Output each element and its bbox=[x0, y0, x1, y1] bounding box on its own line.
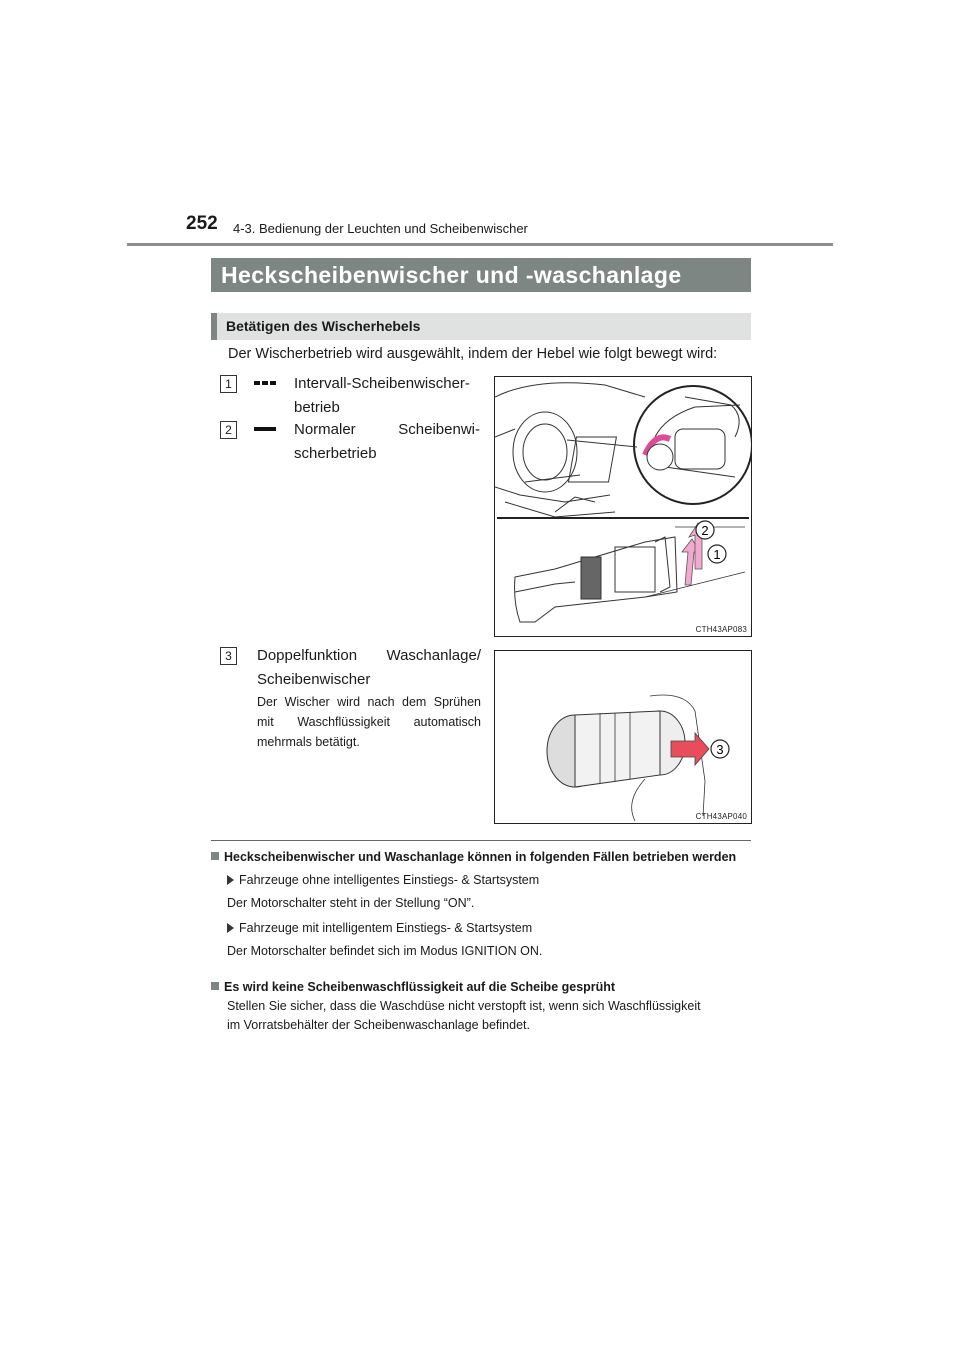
item-1-text bbox=[294, 372, 480, 420]
item-2-line2: scherbetrieb bbox=[294, 445, 377, 462]
item-number-3: 3 bbox=[220, 647, 237, 665]
page-title: Heckscheibenwischer und -waschanlage bbox=[211, 258, 751, 292]
intermittent-indicator-icon bbox=[254, 381, 276, 385]
note-1 bbox=[211, 848, 751, 961]
note-1-line-3-text: Fahrzeuge mit intelligentem Einstiegs- & Startsystem bbox=[239, 921, 533, 935]
figure-washer-lever bbox=[494, 650, 752, 824]
section-heading: Betätigen des Wischerhebels bbox=[211, 313, 751, 340]
note-1-heading-text: Heckscheibenwischer und Waschanlage können in folgenden Fällen betrieben werden bbox=[224, 850, 737, 864]
item-number-2: 2 bbox=[220, 421, 237, 439]
note-1-line-1-text: Fahrzeuge ohne intelligentes Einstiegs- & Startsystem bbox=[239, 873, 540, 887]
wiper-lever-illustration bbox=[495, 377, 751, 636]
item-3-line1: Doppelfunktion Waschanlage/ bbox=[257, 647, 481, 664]
item-3-line2: Scheibenwischer bbox=[257, 671, 371, 688]
item-2-line1: Normaler Scheibenwi- bbox=[294, 421, 480, 438]
chapter-title: 4-3. Bedienung der Leuchten und Scheibenwischer bbox=[233, 221, 528, 236]
note-2-line-2: im Vorratsbehälter der Scheibenwaschanlage befindet. bbox=[227, 1018, 530, 1032]
arrow-bullet-icon bbox=[227, 923, 234, 933]
note-1-heading bbox=[211, 848, 751, 867]
note-1-line-4: Der Motorschalter befindet sich im Modus IGNITION ON. bbox=[227, 944, 543, 958]
page-number: 252 bbox=[186, 213, 218, 234]
item-1-line1: Intervall-Scheibenwischer- bbox=[294, 375, 470, 392]
figure-callout-3: 3 bbox=[716, 742, 724, 757]
item-3-sub-line2: mit Waschflüssigkeit automatisch bbox=[257, 715, 481, 729]
note-2-heading bbox=[211, 978, 751, 997]
note-2-line-1: Stellen Sie sicher, dass die Waschdüse nicht verstopft ist, wenn sich Waschflüssigkeit bbox=[227, 999, 701, 1013]
square-bullet-icon bbox=[211, 982, 219, 990]
item-3-text bbox=[257, 644, 481, 692]
arrow-bullet-icon bbox=[227, 875, 234, 885]
item-3-sub-line3: mehrmals betätigt. bbox=[257, 735, 360, 749]
note-2 bbox=[211, 978, 751, 1035]
intro-text: Der Wischerbetrieb wird ausgewählt, indem der Hebel wie folgt bewegt wird: bbox=[228, 346, 718, 362]
note-2-heading-text: Es wird keine Scheibenwaschflüssigkeit auf die Scheibe gesprüht bbox=[224, 980, 616, 994]
item-number-1: 1 bbox=[220, 375, 237, 393]
note-1-line-3 bbox=[227, 919, 751, 938]
notes-divider bbox=[211, 840, 751, 841]
note-1-line-1 bbox=[227, 871, 751, 890]
header-rule bbox=[127, 243, 833, 246]
figure-callout-1: 1 bbox=[713, 547, 721, 562]
item-3-sub-line1: Der Wischer wird nach dem Sprühen bbox=[257, 695, 481, 709]
note-1-line-2: Der Motorschalter steht in der Stellung “ON”. bbox=[227, 896, 475, 910]
figure-callout-2: 2 bbox=[701, 523, 709, 538]
figure-code-2: CTH43AP040 bbox=[695, 812, 747, 821]
square-bullet-icon bbox=[211, 852, 219, 860]
item-3-description bbox=[257, 692, 481, 752]
item-1-line2: betrieb bbox=[294, 399, 340, 416]
figure-code-1: CTH43AP083 bbox=[695, 625, 747, 634]
item-2-text bbox=[294, 418, 480, 466]
normal-indicator-icon bbox=[254, 427, 276, 431]
figure-wiper-lever bbox=[494, 376, 752, 637]
washer-lever-illustration bbox=[495, 651, 751, 823]
